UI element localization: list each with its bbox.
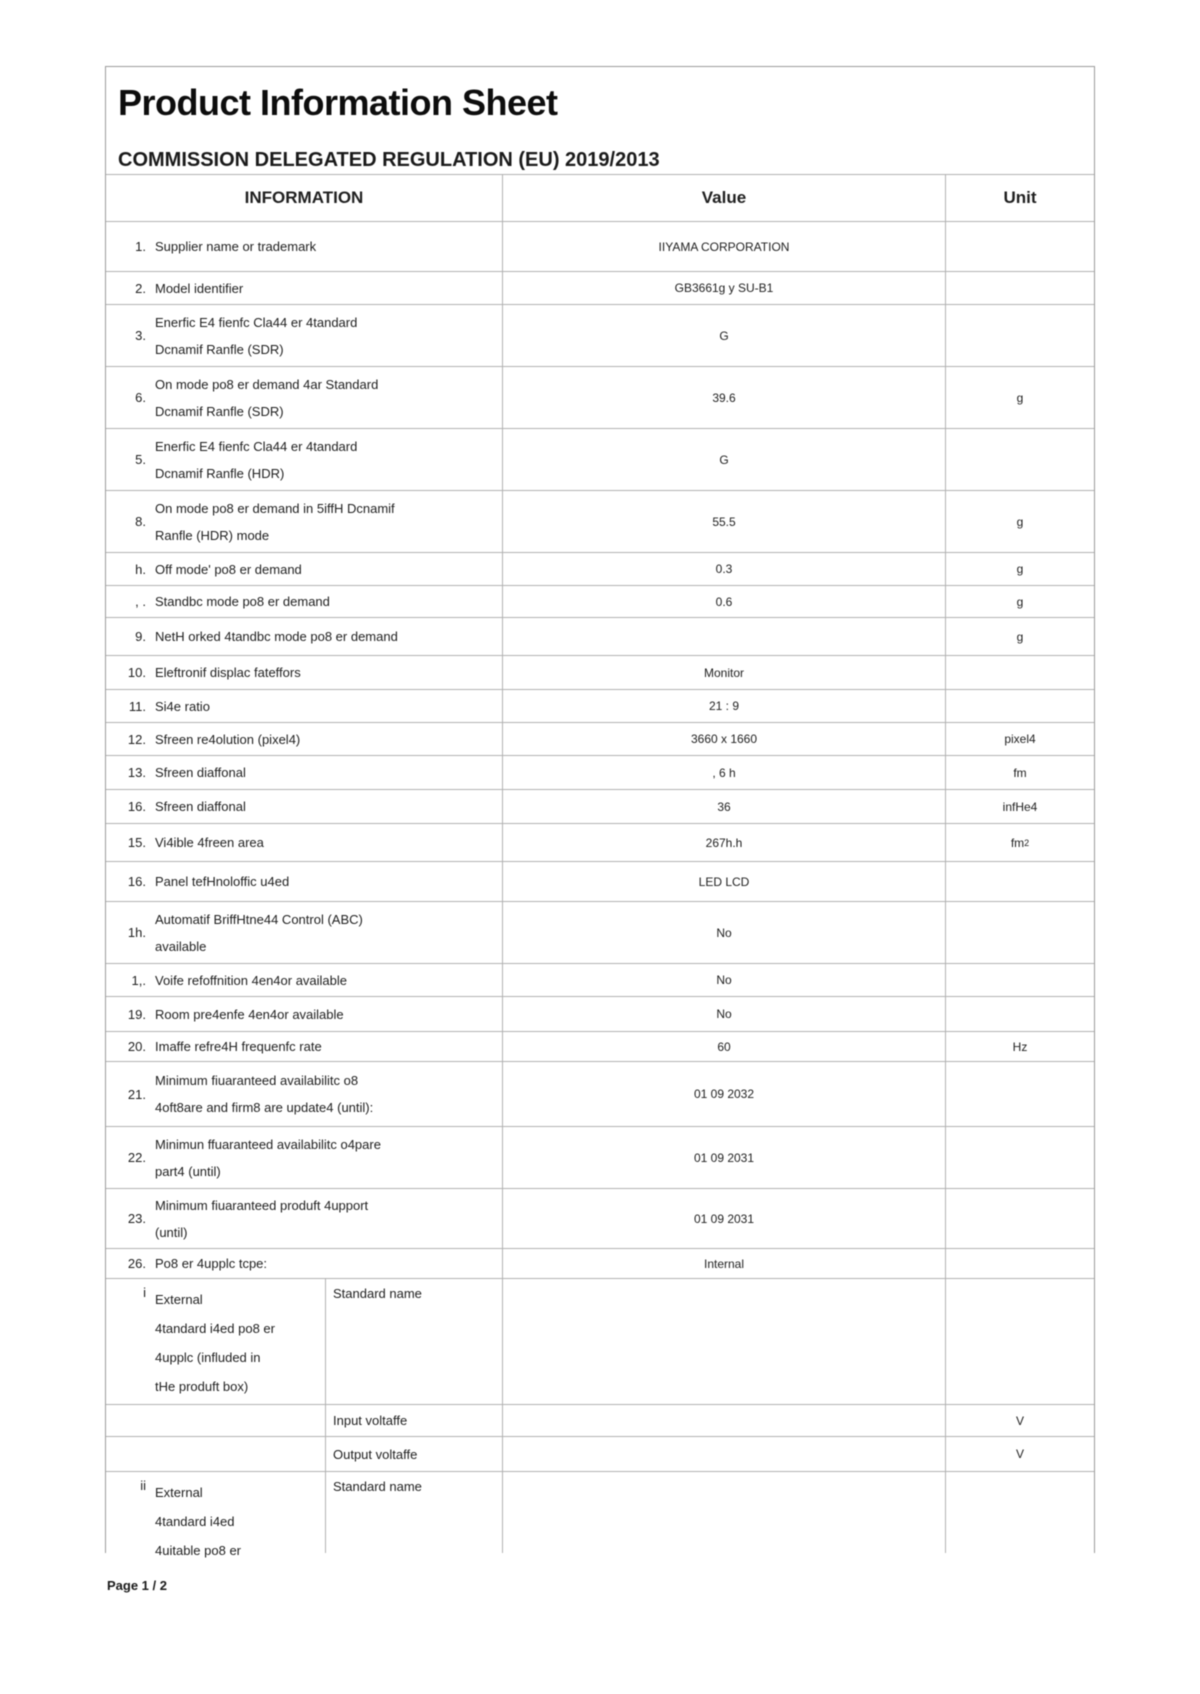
table-row [106, 963, 1094, 996]
row-label: Vi4ible 4freen area [155, 835, 264, 850]
value-cell: IIYAMA CORPORATION [503, 222, 946, 271]
table-row [106, 271, 1094, 304]
info-cell [106, 618, 503, 655]
value-cell: 39.6 [503, 367, 946, 428]
info-cell [106, 690, 503, 722]
info-cell [106, 367, 503, 428]
table-row [106, 221, 1094, 271]
table-row [106, 755, 1094, 789]
power-supply-subtable [106, 1278, 1094, 1558]
value-cell: LED LCD [503, 862, 946, 901]
row-label: Po8 er 4upplc tcpe: [155, 1256, 268, 1271]
unit-cell: fm 2 [1010, 835, 1030, 850]
supply-field-cell: Standard name [326, 1279, 503, 1404]
table-row [106, 1126, 1094, 1188]
row-label: Automatif BriffHtne44 Control (ABC) available [155, 911, 363, 954]
value-cell: 0.3 [503, 553, 946, 585]
value-cell: 60 [503, 1032, 946, 1061]
info-cell [106, 586, 503, 617]
row-number: 6. [135, 390, 146, 405]
row-number: 26. [127, 1256, 146, 1271]
unit-cell: g [1016, 514, 1024, 529]
power-supply-row [106, 1436, 1094, 1471]
row-number: 5. [135, 452, 146, 467]
unit-cell: Hz [1012, 1039, 1028, 1054]
info-cell [106, 1032, 503, 1061]
unit-cell: g [1016, 562, 1024, 576]
unit-cell [946, 1249, 1094, 1278]
row-label: Sfreen diaffonal [155, 799, 246, 814]
value-cell: 36 [503, 790, 946, 823]
info-cell [106, 1189, 503, 1248]
row-label: Enerfic E4 fienfc Cla44 er 4tandard Dcnamif Ranfle (SDR) [155, 314, 358, 357]
table-body [106, 221, 1094, 1278]
table-row [106, 1061, 1094, 1126]
value-cell: 0.6 [503, 586, 946, 617]
table-row [106, 655, 1094, 689]
page-title: Product Information Sheet [118, 82, 558, 123]
unit-cell: g [1016, 390, 1024, 405]
value-cell: 01 09 2031 [503, 1189, 946, 1248]
row-number: 12. [127, 731, 146, 747]
row-label: Eleftronif displac fateffors [155, 665, 301, 680]
unit-cell: pixel4 [1004, 732, 1036, 746]
page-subtitle: COMMISSION DELEGATED REGULATION (EU) 2019/2013 [118, 149, 660, 171]
table-row [106, 304, 1094, 366]
unit-cell: g [1016, 629, 1024, 644]
page-number: Page 1 / 2 [107, 1578, 167, 1593]
unit-cell [946, 429, 1094, 490]
value-cell: , 6 h [503, 756, 946, 789]
row-label: Imaffe refre4H frequenfc rate [155, 1039, 322, 1054]
value-cell: G [503, 305, 946, 366]
unit-cell [946, 1279, 1094, 1404]
row-number: 16. [127, 799, 146, 814]
unit-cell [946, 1127, 1094, 1188]
table-row [106, 722, 1094, 755]
table-row [106, 1031, 1094, 1061]
value-cell: 01 09 2032 [503, 1062, 946, 1126]
sub-row-marker: ii [140, 1478, 146, 1493]
info-cell [106, 305, 503, 366]
value-cell: 55.5 [503, 491, 946, 552]
row-number: 3. [135, 328, 146, 343]
row-label: Room pre4enfe 4en4or available [155, 1006, 344, 1022]
row-label: Model identifier [155, 280, 244, 296]
unit-cell: fm [1013, 765, 1027, 780]
info-cell [106, 862, 503, 901]
row-label: Standbc mode po8 er demand [155, 594, 330, 609]
row-label: Si4e ratio [155, 698, 210, 714]
unit-cell [946, 272, 1094, 304]
unit-cell: V [1015, 1447, 1024, 1461]
info-cell [106, 272, 503, 304]
row-label: NetH orked 4tandbc mode po8 er demand [155, 629, 398, 644]
table-row [106, 552, 1094, 585]
row-label: Minimum fiuaranteed produft 4upport (until) [155, 1197, 369, 1240]
value-cell: No [503, 964, 946, 996]
row-number: 1. [135, 239, 146, 254]
unit-cell: V [1015, 1413, 1024, 1428]
row-number: 9. [135, 629, 146, 644]
external-supply-cell [106, 1437, 326, 1471]
unit-cell [946, 222, 1094, 271]
value-cell [503, 618, 946, 655]
power-supply-row [106, 1404, 1094, 1436]
info-cell [106, 790, 503, 823]
table-row [106, 366, 1094, 428]
header-information: INFORMATION [106, 175, 503, 221]
value-cell [503, 1472, 946, 1553]
row-number: 22. [127, 1150, 146, 1165]
info-cell [106, 491, 503, 552]
value-cell: 267h.h [503, 824, 946, 861]
unit-cell [946, 656, 1094, 689]
info-cell [106, 902, 503, 963]
info-cell [106, 723, 503, 755]
value-cell: No [503, 997, 946, 1031]
row-number: 16. [127, 874, 146, 889]
info-cell [106, 756, 503, 789]
unit-cell [946, 1472, 1094, 1553]
table-row [106, 901, 1094, 963]
table-row [106, 996, 1094, 1031]
power-supply-row [106, 1471, 1094, 1558]
row-number: 20. [127, 1039, 146, 1054]
value-cell [503, 1405, 946, 1436]
row-number: 1,. [131, 972, 146, 988]
info-cell [106, 1127, 503, 1188]
info-cell [106, 222, 503, 271]
row-number: 19. [127, 1006, 146, 1022]
value-cell: 3660 x 1660 [503, 723, 946, 755]
info-cell [106, 553, 503, 585]
row-label: Minimum fiuaranteed availabilitc o8 4oft8are and firm8 are update4 (until): [155, 1073, 374, 1115]
table-row [106, 823, 1094, 861]
value-cell [503, 1279, 946, 1404]
row-label: Supplier name or trademark [155, 239, 317, 254]
info-cell [106, 1249, 503, 1278]
unit-cell [946, 964, 1094, 996]
supply-field-cell: Output voltaffe [326, 1437, 503, 1471]
row-number: 8. [135, 514, 146, 529]
row-label: Off mode' po8 er demand [155, 561, 302, 577]
table-header-row [106, 174, 1094, 221]
row-label: Voife refoffnition 4en4or available [155, 972, 348, 988]
sub-row-label: External 4tandard i4ed po8 er 4upplc (influded in tHe produft box) [155, 1292, 275, 1394]
value-cell: 21 : 9 [503, 690, 946, 722]
info-table [106, 174, 1094, 1558]
info-cell [106, 1062, 503, 1126]
row-number: 11. [128, 698, 146, 714]
unit-cell [946, 305, 1094, 366]
unit-cell [946, 690, 1094, 722]
value-cell: G [503, 429, 946, 490]
product-info-sheet [105, 66, 1095, 1558]
row-label: On mode po8 er demand 4ar Standard Dcnamif Ranfle (SDR) [155, 376, 379, 419]
row-label: Sfreen diaffonal [155, 765, 246, 780]
unit-cell [946, 997, 1094, 1031]
unit-cell [946, 1189, 1094, 1248]
sub-row-marker: i [143, 1285, 146, 1300]
table-row [106, 1188, 1094, 1248]
row-number: , . [135, 594, 146, 609]
info-cell [106, 964, 503, 996]
external-supply-cell [106, 1279, 326, 1404]
table-row [106, 861, 1094, 901]
row-number: 21. [127, 1086, 146, 1102]
table-row [106, 1248, 1094, 1278]
supply-field-cell: Input voltaffe [326, 1405, 503, 1436]
unit-cell [946, 1062, 1094, 1126]
info-cell [106, 824, 503, 861]
table-row [106, 617, 1094, 655]
row-number: 2. [135, 280, 146, 296]
supply-field-cell: Standard name [326, 1472, 503, 1553]
row-number: 10. [127, 665, 146, 680]
row-number: h. [135, 561, 146, 577]
unit-cell: g [1016, 594, 1024, 609]
row-number: 23. [127, 1211, 146, 1226]
table-row [106, 585, 1094, 617]
info-cell [106, 429, 503, 490]
row-label: Panel tefHnoloffic u4ed [155, 874, 290, 889]
table-row [106, 789, 1094, 823]
table-row [106, 689, 1094, 722]
row-label: Enerfic E4 fienfc Cla44 er 4tandard Dcnamif Ranfle (HDR) [155, 438, 358, 481]
header-unit: Unit [1003, 188, 1037, 207]
row-number: 15. [127, 835, 146, 850]
value-cell: Internal [503, 1249, 946, 1278]
table-row [106, 490, 1094, 552]
row-number: 1h. [127, 925, 146, 940]
power-supply-row [106, 1278, 1094, 1404]
row-label: On mode po8 er demand in 5iffH Dcnamif Ranfle (HDR) mode [155, 500, 395, 543]
value-cell: Monitor [503, 656, 946, 689]
value-cell: 01 09 2031 [503, 1127, 946, 1188]
sub-row-label: External 4tandard i4ed 4uitable po8 er [155, 1485, 242, 1558]
value-cell [503, 1437, 946, 1471]
external-supply-cell [106, 1472, 326, 1558]
unit-cell: infHe4 [1002, 799, 1038, 814]
row-number: 13. [127, 765, 146, 780]
value-cell: GB3661g y SU-B1 [503, 272, 946, 304]
header-value: Value [503, 175, 946, 221]
row-label: Minimun ffuaranteed availabilitc o4pare part4 (until) [155, 1136, 381, 1179]
value-cell: No [503, 902, 946, 963]
table-row [106, 428, 1094, 490]
info-cell [106, 656, 503, 689]
row-label: Sfreen re4olution (pixel4) [155, 731, 301, 747]
unit-cell [946, 862, 1094, 901]
unit-cell [946, 902, 1094, 963]
external-supply-cell [106, 1405, 326, 1436]
info-cell [106, 997, 503, 1031]
